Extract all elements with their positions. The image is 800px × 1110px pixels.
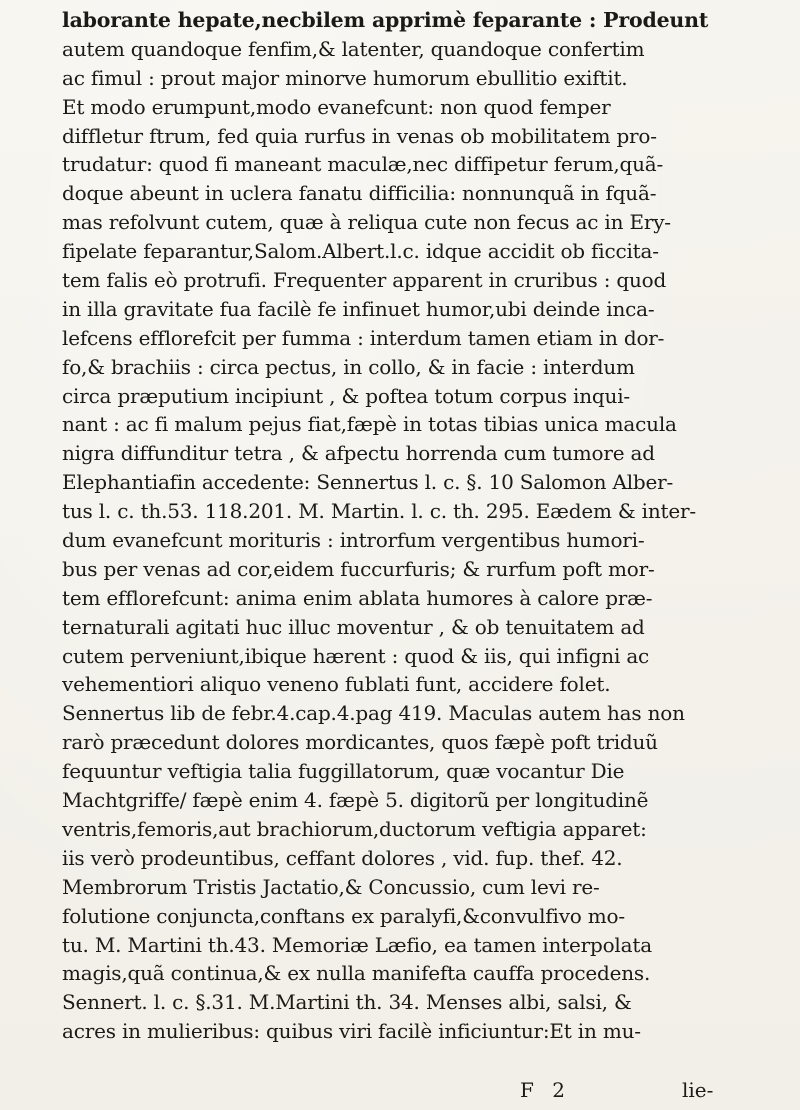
text-line: Sennertus lib de febr.4.cap.4.pag 419. Maculas autem has non — [62, 701, 685, 726]
text-line: Membrorum Tristis Jactatio,& Concussio, cum levi re- — [62, 874, 600, 899]
text-line: lefcens efflorefcit per fumma : interdum tamen etiam in dor- — [62, 325, 665, 350]
text-line: nant : ac fi malum pejus fiat,fæpè in totas tibias unica macula — [62, 412, 677, 437]
text-line: tem falis eò protrufi. Frequenter apparent in cruribus : quod — [62, 268, 667, 293]
text-line: trudatur: quod fi maneant maculæ,nec diffipetur ferum,quã- — [62, 152, 664, 177]
text-line: folutione conjuncta,conftans ex paralyfi,&convulfivo mo- — [62, 903, 625, 928]
text-line: doque abeunt in uclera fanatu difficilia: nonnunquã in fquã- — [62, 181, 657, 206]
body-text — [62, 6, 774, 1046]
text-line: vehementiori aliquo veneno fublati funt, accidere folet. — [62, 672, 611, 697]
page-footer — [0, 1075, 800, 1105]
text-line: tu. M. Martini th.43. Memoriæ Læfio, ea tamen interpolata — [62, 932, 652, 957]
text-line: acres in mulieribus: quibus viri facilè inficiuntur:Et in mu- — [62, 1019, 641, 1044]
text-line: tem efflorefcunt: anima enim ablata humores à calore præ- — [62, 585, 653, 610]
text-line: magis,quã continua,& ex nulla manifefta cauffa procedens. — [62, 961, 651, 986]
text-line: tus l. c. th.53. 118.201. M. Martin. l. c. th. 295. Eædem & inter- — [62, 499, 696, 524]
text-line: in illa gravitate fua facilè fe infinuet humor,ubi deinde inca- — [62, 296, 655, 321]
text-line: laborante hepate,necbilem apprimè feparante : Prodeunt — [62, 8, 709, 32]
text-line: rarò præcedunt dolores mordicantes, quos fæpè poft triduũ — [62, 730, 658, 755]
text-line: bus per venas ad cor,eidem fuccurfuris; & rurfum poft mor- — [62, 556, 655, 581]
text-line: autem quandoque fenfim,& latenter, quandoque confertim — [62, 36, 645, 61]
text-line: Machtgriffe/ fæpè enim 4. fæpè 5. digitorũ per longitudinẽ — [62, 788, 649, 813]
text-line: cutem perveniunt,ibique hærent : quod & iis, qui infigni ac — [62, 643, 650, 668]
text-line: Sennert. l. c. §.31. M.Martini th. 34. Menses albi, salsi, & — [62, 990, 632, 1015]
text-line: ac fimul : prout major minorve humorum ebullitio exiftit. — [62, 65, 628, 90]
text-line: dum evanefcunt morituris : introrfum vergentibus humori- — [62, 528, 645, 553]
text-line: fipelate feparantur,Salom.Albert.l.c. idque accidit ob ficcita- — [62, 239, 659, 264]
text-line: ventris,femoris,aut brachiorum,ductorum veftigia apparet: — [62, 816, 647, 841]
text-line: fequuntur veftigia talia fuggillatorum, quæ vocantur Die — [62, 759, 625, 784]
text-line: diffletur ftrum, fed quia rurfus in venas ob mobilitatem pro- — [62, 123, 657, 148]
text-line: Elephantiafin accedente: Sennertus l. c. §. 10 Salomon Alber- — [62, 470, 674, 495]
signature-mark: F 2 — [520, 1078, 571, 1102]
text-line: iis verò prodeuntibus, ceffant dolores , vid. fup. thef. 42. — [62, 845, 623, 870]
text-line: ternaturali agitati huc illuc moventur , & ob tenuitatem ad — [62, 614, 645, 639]
text-line: circa præputium incipiunt , & poftea totum corpus inqui- — [62, 383, 630, 408]
text-line: mas refolvunt cutem, quæ à reliqua cute non fecus ac in Ery- — [62, 210, 671, 235]
text-line: fo,& brachiis : circa pectus, in collo, & in facie : interdum — [62, 354, 635, 379]
text-line: nigra diffunditur tetra , & afpectu horrenda cum tumore ad — [62, 441, 655, 466]
text-line: Et modo erumpunt,modo evanefcunt: non quod femper — [62, 94, 611, 119]
catchword: lie- — [682, 1078, 714, 1102]
